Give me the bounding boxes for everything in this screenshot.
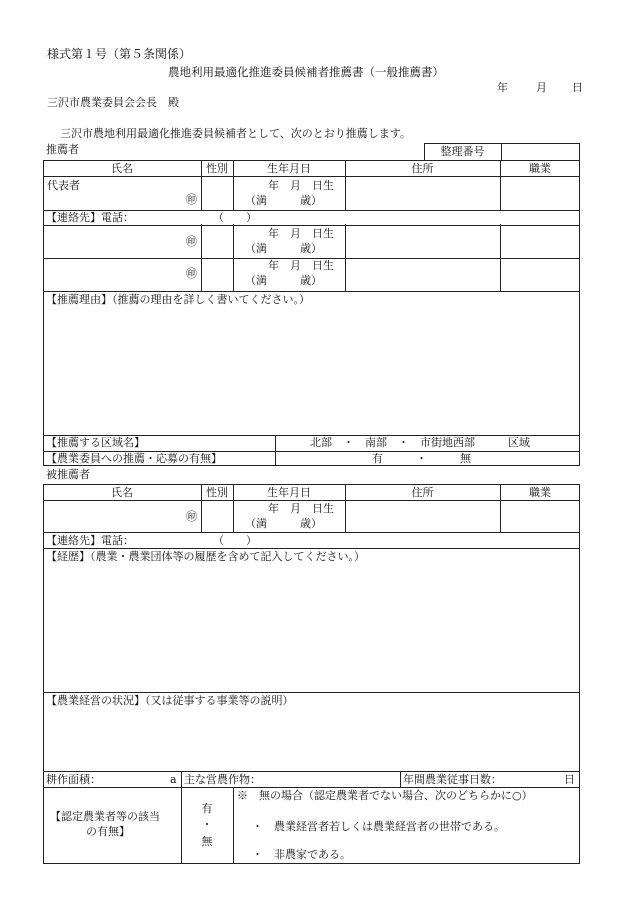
rec-header-birthdate: 生年月日: [267, 162, 311, 175]
farming-status-label: 【農業経営の状況】（又は従事する事業等の説明）: [46, 694, 294, 707]
birth-line: 年 月 日生: [268, 502, 334, 515]
age-line: （満 歳）: [245, 517, 322, 530]
reason-label: 【推薦理由】（推薦の理由を詳しく書いてください。）: [46, 293, 310, 306]
birth-line: 年 月 日生: [268, 227, 334, 240]
date-year: 年: [497, 81, 508, 94]
application-label: 【農業委員への推薦・応募の有無】: [46, 452, 222, 465]
nom-header-name: 氏名: [111, 486, 133, 499]
date-month: 月: [536, 81, 547, 94]
nom-header-birthdate: 生年月日: [267, 486, 311, 499]
seal-mark: ㊞: [186, 235, 197, 248]
age-line: （満 歳）: [245, 194, 322, 207]
nom-contact-parens: （ ）: [213, 534, 257, 547]
certified-label-line1: 【認定農業者等の該当: [50, 810, 160, 823]
age-line: （満 歳）: [245, 242, 322, 255]
intro-text: 三沢市農地利用最適化推進委員候補者として、次のとおり推薦します。: [60, 127, 411, 140]
rec-header-name: 氏名: [111, 162, 133, 175]
area-options: 北部 ・ 南部 ・ 市街地西部 区域: [310, 436, 530, 449]
nominee-section-label: 被推薦者: [46, 468, 90, 481]
birth-line: 年 月 日生: [268, 259, 334, 272]
certified-yes: 有: [201, 802, 213, 815]
date-day: 日: [572, 81, 583, 94]
annual-days-unit: 日: [564, 773, 575, 786]
nom-contact-label: 【連絡先】電話：: [46, 534, 134, 547]
certified-no: 無: [201, 835, 213, 848]
certified-option-1: ・ 農業経営者若しくは農業経営者の世帯である。: [252, 820, 505, 833]
recommender-section-label: 推薦者: [46, 143, 79, 156]
certified-label-line2: の有無】: [86, 825, 130, 838]
certified-dot: ・: [201, 818, 213, 831]
application-options: 有 ・ 無: [372, 452, 471, 465]
cultivated-area-label: 耕作面積：: [46, 773, 101, 786]
seal-mark: ㊞: [186, 267, 197, 280]
nom-header-gender: 性別: [206, 486, 228, 499]
annual-days-label: 年間農業従事日数：: [403, 773, 502, 786]
area-label: 【推薦する区域名】: [46, 436, 145, 449]
form-number: 様式第１号（第５条関係）: [47, 47, 192, 61]
main-crops-label: 主な営農作物：: [184, 773, 261, 786]
career-label: 【経歴】（農業・農業団体等の履歴を含めて記入してください。）: [46, 550, 365, 563]
rec-header-occupation: 職業: [529, 162, 551, 175]
nom-header-occupation: 職業: [529, 486, 551, 499]
reference-number-label: 整理番号: [440, 145, 485, 158]
certified-option-2: ・ 非農家である。: [252, 848, 351, 861]
nom-header-address: 住所: [411, 486, 434, 499]
age-line: （満 歳）: [245, 274, 322, 287]
addressee: 三沢市農業委員会会長 殿: [47, 96, 179, 109]
certified-note: ※ 無の場合（認定農業者でない場合、次のどちらかに○）: [237, 789, 533, 802]
representative-label: 代表者: [47, 179, 80, 192]
cultivated-area-unit: a: [170, 773, 177, 786]
rec-contact-parens: （ ）: [213, 211, 257, 224]
rec-contact-label: 【連絡先】電話：: [46, 211, 134, 224]
form-title: 農地利用最適化推進委員候補者推薦書（一般推薦書）: [168, 65, 444, 79]
seal-mark: ㊞: [186, 510, 197, 523]
birth-line: 年 月 日生: [268, 179, 334, 192]
rec-header-address: 住所: [411, 162, 434, 175]
seal-mark: ㊞: [186, 193, 197, 206]
rec-header-gender: 性別: [206, 162, 228, 175]
